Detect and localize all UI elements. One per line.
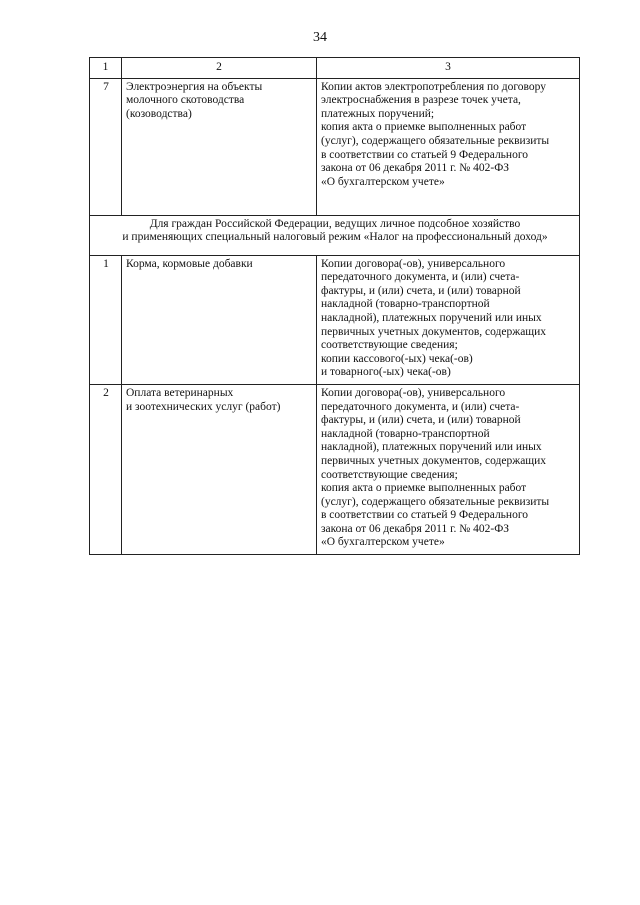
- text-line: передаточного документа, и (или) счета-: [321, 400, 520, 413]
- text-line: электроснабжения в разрезе точек учета,: [321, 94, 521, 107]
- section-title: [90, 215, 580, 255]
- documents-lines: [321, 387, 576, 550]
- table-row: [90, 384, 580, 554]
- text-line: Оплата ветеринарных: [126, 386, 234, 399]
- text-line: Копии договора(-ов), универсального: [321, 386, 506, 399]
- page-number: 34: [313, 30, 327, 45]
- item-lines: [126, 258, 313, 272]
- section-lines: [94, 218, 576, 245]
- text-line: платежных поручений;: [321, 107, 435, 120]
- text-line: копия акта о приемке выполненных работ: [321, 121, 527, 134]
- text-line: и товарного(-ых) чека(-ов): [321, 366, 451, 379]
- row-number: 7: [90, 78, 122, 215]
- section-header-row: [90, 215, 580, 255]
- column-header-2: 2: [122, 58, 317, 79]
- row-documents: [317, 384, 580, 554]
- row-number: 1: [90, 255, 122, 384]
- row-number: 2: [90, 384, 122, 554]
- text-line: (услуг), содержащего обязательные реквизиты: [321, 134, 550, 147]
- text-line: Корма, кормовые добавки: [126, 257, 253, 270]
- text-line: и применяющих специальный налоговый режим «Налог на профессиональный доход»: [122, 231, 548, 244]
- text-line: (услуг), содержащего обязательные реквизиты: [321, 495, 550, 508]
- text-line: фактуры, и (или) счета, и (или) товарной: [321, 284, 521, 297]
- text-line: накладной (товарно-транспортной: [321, 427, 490, 440]
- text-line: первичных учетных документов, содержащих: [321, 325, 547, 338]
- text-line: накладной), платежных поручений или иных: [321, 441, 542, 454]
- text-line: Копии договора(-ов), универсального: [321, 257, 506, 270]
- text-line: в соответствии со статьей 9 Федерального: [321, 509, 529, 522]
- text-line: копия акта о приемке выполненных работ: [321, 482, 527, 495]
- text-line: Для граждан Российской Федерации, ведущих личное подсобное хозяйство: [149, 217, 521, 230]
- table-row: [90, 78, 580, 215]
- text-line: передаточного документа, и (или) счета-: [321, 271, 520, 284]
- documents-lines: [321, 81, 576, 190]
- row-documents: [317, 255, 580, 384]
- column-header-3: 3: [317, 58, 580, 79]
- text-line: накладной), платежных поручений или иных: [321, 311, 542, 324]
- text-line: соответствующие сведения;: [321, 468, 458, 481]
- text-line: Электроэнергия на объекты: [126, 80, 263, 93]
- text-line: (козоводства): [126, 107, 192, 120]
- row-item: [122, 78, 317, 215]
- text-line: закона от 06 декабря 2011 г. № 402-ФЗ: [321, 522, 510, 535]
- table-header-row: [90, 58, 580, 79]
- row-item: [122, 255, 317, 384]
- text-line: закона от 06 декабря 2011 г. № 402-ФЗ: [321, 162, 510, 175]
- table-row: [90, 255, 580, 384]
- text-line: «О бухгалтерском учете»: [321, 536, 445, 549]
- text-line: в соответствии со статьей 9 Федерального: [321, 148, 529, 161]
- text-line: накладной (товарно-транспортной: [321, 298, 490, 311]
- documents-lines: [321, 258, 576, 380]
- text-line: первичных учетных документов, содержащих: [321, 454, 547, 467]
- text-line: копии кассового(-ых) чека(-ов): [321, 352, 473, 365]
- documents-table: [89, 57, 580, 555]
- item-lines: [126, 387, 313, 414]
- text-line: и зоотехнических услуг (работ): [126, 400, 281, 413]
- text-line: Копии актов электропотребления по договору: [321, 80, 546, 93]
- row-item: [122, 384, 317, 554]
- item-lines: [126, 81, 313, 122]
- text-line: «О бухгалтерском учете»: [321, 175, 445, 188]
- text-line: соответствующие сведения;: [321, 339, 458, 352]
- text-line: молочного скотоводства: [126, 94, 245, 107]
- row-documents: [317, 78, 580, 215]
- column-header-1: 1: [90, 58, 122, 79]
- text-line: фактуры, и (или) счета, и (или) товарной: [321, 414, 521, 427]
